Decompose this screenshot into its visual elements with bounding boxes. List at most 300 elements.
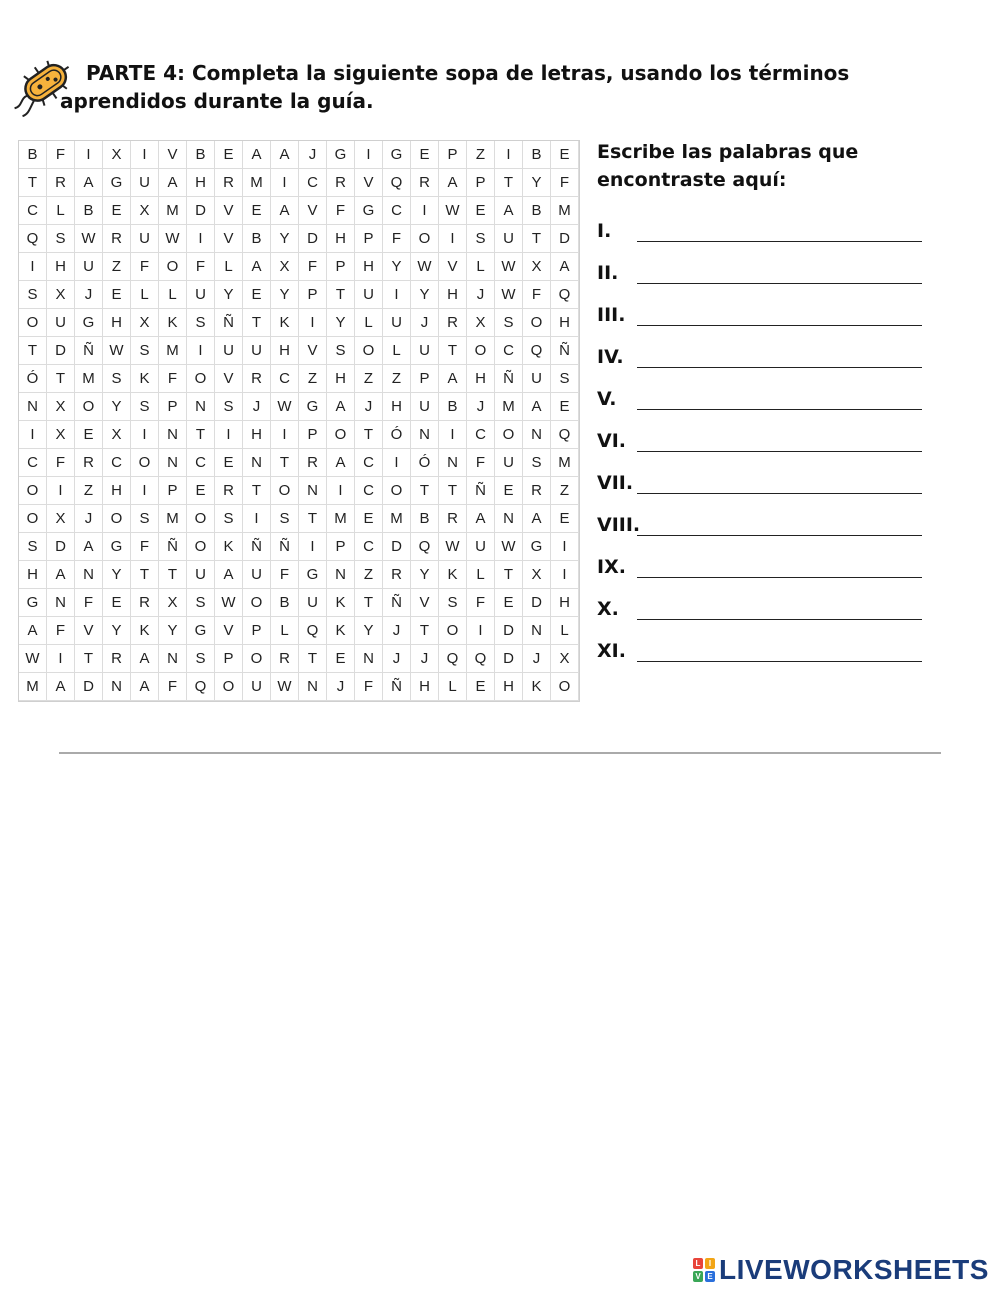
grid-cell: Ñ bbox=[159, 533, 187, 561]
grid-cell: O bbox=[103, 505, 131, 533]
grid-cell: Y bbox=[523, 169, 551, 197]
grid-cell: T bbox=[131, 561, 159, 589]
grid-cell: K bbox=[159, 309, 187, 337]
answer-blank-line[interactable] bbox=[637, 241, 922, 242]
grid-cell: I bbox=[215, 421, 243, 449]
grid-cell: H bbox=[19, 561, 47, 589]
grid-cell: X bbox=[523, 561, 551, 589]
grid-cell: R bbox=[215, 477, 243, 505]
grid-cell: Z bbox=[355, 365, 383, 393]
grid-cell: O bbox=[383, 477, 411, 505]
grid-cell: H bbox=[551, 589, 579, 617]
grid-cell: E bbox=[411, 141, 439, 169]
grid-cell: B bbox=[439, 393, 467, 421]
grid-cell: Ñ bbox=[243, 533, 271, 561]
grid-cell: N bbox=[159, 421, 187, 449]
grid-cell: E bbox=[495, 589, 523, 617]
grid-cell: W bbox=[495, 533, 523, 561]
grid-cell: U bbox=[47, 309, 75, 337]
grid-cell: C bbox=[299, 169, 327, 197]
grid-cell: F bbox=[187, 253, 215, 281]
grid-cell: Z bbox=[75, 477, 103, 505]
grid-cell: C bbox=[495, 337, 523, 365]
grid-cell: O bbox=[187, 365, 215, 393]
grid-cell: S bbox=[495, 309, 523, 337]
grid-cell: J bbox=[411, 309, 439, 337]
grid-cell: S bbox=[271, 505, 299, 533]
grid-cell: I bbox=[271, 421, 299, 449]
grid-cell: T bbox=[411, 617, 439, 645]
grid-cell: W bbox=[271, 673, 299, 701]
grid-cell: V bbox=[215, 365, 243, 393]
answer-blank-line[interactable] bbox=[637, 451, 922, 452]
grid-cell: O bbox=[439, 617, 467, 645]
grid-cell: P bbox=[327, 253, 355, 281]
divider-line bbox=[59, 752, 941, 754]
grid-cell: U bbox=[215, 337, 243, 365]
grid-cell: J bbox=[75, 281, 103, 309]
answer-row bbox=[597, 342, 927, 372]
grid-cell: D bbox=[299, 225, 327, 253]
grid-cell: S bbox=[187, 589, 215, 617]
grid-cell: R bbox=[103, 225, 131, 253]
grid-cell: O bbox=[159, 253, 187, 281]
grid-cell: Z bbox=[299, 365, 327, 393]
liveworksheets-logo bbox=[693, 1256, 989, 1284]
grid-cell: O bbox=[271, 477, 299, 505]
grid-cell: G bbox=[383, 141, 411, 169]
grid-cell: T bbox=[19, 169, 47, 197]
grid-cell: O bbox=[187, 505, 215, 533]
grid-cell: I bbox=[187, 337, 215, 365]
grid-cell: O bbox=[131, 449, 159, 477]
grid-cell: T bbox=[523, 225, 551, 253]
grid-cell: U bbox=[243, 337, 271, 365]
grid-cell: Ó bbox=[383, 421, 411, 449]
grid-cell: S bbox=[215, 505, 243, 533]
answer-blank-line[interactable] bbox=[637, 661, 922, 662]
grid-cell: O bbox=[215, 673, 243, 701]
answer-row bbox=[597, 510, 927, 540]
grid-cell: W bbox=[159, 225, 187, 253]
grid-cell: B bbox=[243, 225, 271, 253]
grid-cell: M bbox=[19, 673, 47, 701]
grid-cell: Q bbox=[187, 673, 215, 701]
grid-cell: B bbox=[187, 141, 215, 169]
grid-cell: S bbox=[523, 449, 551, 477]
grid-cell: F bbox=[47, 617, 75, 645]
grid-cell: Ñ bbox=[467, 477, 495, 505]
grid-cell: B bbox=[271, 589, 299, 617]
grid-cell: O bbox=[243, 589, 271, 617]
grid-cell: J bbox=[355, 393, 383, 421]
grid-cell: F bbox=[467, 589, 495, 617]
grid-cell: I bbox=[131, 477, 159, 505]
grid-cell: G bbox=[355, 197, 383, 225]
grid-cell: E bbox=[215, 449, 243, 477]
grid-cell: C bbox=[355, 533, 383, 561]
grid-cell: F bbox=[299, 253, 327, 281]
grid-cell: Q bbox=[467, 645, 495, 673]
grid-cell: W bbox=[19, 645, 47, 673]
grid-cell: A bbox=[47, 673, 75, 701]
grid-cell: O bbox=[551, 673, 579, 701]
grid-cell: N bbox=[523, 617, 551, 645]
grid-cell: K bbox=[327, 589, 355, 617]
grid-cell: N bbox=[187, 393, 215, 421]
grid-cell: M bbox=[159, 337, 187, 365]
grid-cell: A bbox=[215, 561, 243, 589]
grid-cell: X bbox=[271, 253, 299, 281]
grid-cell: A bbox=[75, 169, 103, 197]
grid-cell: J bbox=[75, 505, 103, 533]
answer-blank-line[interactable] bbox=[637, 619, 922, 620]
grid-cell: N bbox=[103, 673, 131, 701]
grid-cell: Z bbox=[467, 141, 495, 169]
grid-cell: R bbox=[523, 477, 551, 505]
grid-cell: Y bbox=[215, 281, 243, 309]
grid-cell: E bbox=[243, 281, 271, 309]
grid-cell: D bbox=[47, 337, 75, 365]
grid-cell: H bbox=[355, 253, 383, 281]
grid-cell: P bbox=[215, 645, 243, 673]
grid-cell: E bbox=[355, 505, 383, 533]
grid-cell: F bbox=[75, 589, 103, 617]
grid-cell: I bbox=[299, 533, 327, 561]
grid-cell: V bbox=[355, 169, 383, 197]
grid-cell: R bbox=[131, 589, 159, 617]
grid-cell: A bbox=[271, 197, 299, 225]
logo-icon-tile: L bbox=[693, 1258, 703, 1269]
grid-cell: A bbox=[243, 141, 271, 169]
grid-cell: S bbox=[187, 309, 215, 337]
grid-cell: K bbox=[439, 561, 467, 589]
grid-cell: Q bbox=[551, 281, 579, 309]
answer-blank-line[interactable] bbox=[637, 409, 922, 410]
grid-cell: T bbox=[439, 337, 467, 365]
grid-cell: T bbox=[299, 505, 327, 533]
grid-cell: T bbox=[271, 449, 299, 477]
grid-cell: T bbox=[355, 421, 383, 449]
logo-icon-tile: E bbox=[705, 1271, 715, 1282]
grid-cell: A bbox=[439, 169, 467, 197]
answer-blank-line[interactable] bbox=[637, 493, 922, 494]
grid-cell: F bbox=[159, 365, 187, 393]
grid-cell: X bbox=[47, 505, 75, 533]
grid-cell: C bbox=[271, 365, 299, 393]
grid-cell: M bbox=[327, 505, 355, 533]
grid-cell: K bbox=[131, 617, 159, 645]
grid-cell: Y bbox=[103, 617, 131, 645]
grid-cell: Y bbox=[411, 281, 439, 309]
grid-cell: H bbox=[103, 309, 131, 337]
grid-cell: Ñ bbox=[75, 337, 103, 365]
grid-cell: I bbox=[551, 561, 579, 589]
grid-cell: Ñ bbox=[551, 337, 579, 365]
grid-cell: Y bbox=[327, 309, 355, 337]
grid-cell: N bbox=[47, 589, 75, 617]
grid-cell: J bbox=[523, 645, 551, 673]
grid-cell: Ñ bbox=[383, 589, 411, 617]
grid-cell: E bbox=[75, 421, 103, 449]
grid-cell: I bbox=[411, 197, 439, 225]
grid-cell: H bbox=[467, 365, 495, 393]
grid-cell: S bbox=[187, 645, 215, 673]
grid-cell: V bbox=[215, 225, 243, 253]
grid-cell: N bbox=[327, 561, 355, 589]
grid-cell: T bbox=[243, 477, 271, 505]
grid-cell: J bbox=[383, 617, 411, 645]
grid-cell: L bbox=[159, 281, 187, 309]
grid-cell: F bbox=[467, 449, 495, 477]
grid-cell: T bbox=[495, 169, 523, 197]
answer-blank-line[interactable] bbox=[637, 283, 922, 284]
grid-cell: A bbox=[75, 533, 103, 561]
grid-cell: H bbox=[495, 673, 523, 701]
grid-cell: U bbox=[243, 561, 271, 589]
grid-cell: P bbox=[467, 169, 495, 197]
grid-cell: U bbox=[75, 253, 103, 281]
grid-cell: R bbox=[439, 309, 467, 337]
grid-cell: N bbox=[495, 505, 523, 533]
grid-cell: D bbox=[47, 533, 75, 561]
grid-cell: U bbox=[187, 281, 215, 309]
grid-cell: I bbox=[19, 421, 47, 449]
grid-cell: I bbox=[19, 253, 47, 281]
grid-cell: Q bbox=[439, 645, 467, 673]
grid-cell: U bbox=[411, 337, 439, 365]
grid-cell: R bbox=[243, 365, 271, 393]
grid-cell: M bbox=[159, 505, 187, 533]
grid-cell: I bbox=[383, 281, 411, 309]
grid-cell: W bbox=[215, 589, 243, 617]
grid-cell: I bbox=[467, 617, 495, 645]
grid-cell: W bbox=[439, 533, 467, 561]
grid-cell: N bbox=[355, 645, 383, 673]
grid-cell: H bbox=[103, 477, 131, 505]
grid-cell: Ñ bbox=[215, 309, 243, 337]
answer-blank-line[interactable] bbox=[637, 367, 922, 368]
grid-cell: P bbox=[243, 617, 271, 645]
grid-cell: C bbox=[187, 449, 215, 477]
answer-panel bbox=[597, 138, 927, 662]
grid-cell: P bbox=[159, 477, 187, 505]
header bbox=[6, 50, 886, 120]
answer-blank-line[interactable] bbox=[637, 535, 922, 536]
grid-cell: H bbox=[327, 225, 355, 253]
grid-cell: S bbox=[131, 505, 159, 533]
grid-cell: K bbox=[327, 617, 355, 645]
grid-cell: F bbox=[131, 533, 159, 561]
grid-cell: M bbox=[75, 365, 103, 393]
grid-cell: A bbox=[439, 365, 467, 393]
grid-cell: T bbox=[439, 477, 467, 505]
grid-cell: S bbox=[439, 589, 467, 617]
page-title bbox=[60, 59, 860, 115]
grid-cell: I bbox=[131, 421, 159, 449]
grid-cell: G bbox=[75, 309, 103, 337]
grid-cell: F bbox=[383, 225, 411, 253]
grid-cell: L bbox=[215, 253, 243, 281]
grid-cell: Ñ bbox=[271, 533, 299, 561]
grid-cell: O bbox=[187, 533, 215, 561]
grid-cell: L bbox=[551, 617, 579, 645]
grid-cell: L bbox=[271, 617, 299, 645]
answer-label: VII. bbox=[597, 472, 634, 494]
answer-row bbox=[597, 216, 927, 246]
grid-cell: G bbox=[299, 393, 327, 421]
grid-cell: B bbox=[523, 141, 551, 169]
answer-row bbox=[597, 384, 927, 414]
answer-instruction: Escribe las palabras que encontraste aquí: bbox=[597, 141, 859, 191]
grid-cell: T bbox=[327, 281, 355, 309]
answer-label: X. bbox=[597, 598, 619, 620]
grid-cell: E bbox=[467, 673, 495, 701]
grid-cell: T bbox=[355, 589, 383, 617]
answer-label: VI. bbox=[597, 430, 626, 452]
grid-cell: Q bbox=[551, 421, 579, 449]
grid-cell: G bbox=[103, 533, 131, 561]
grid-cell: P bbox=[355, 225, 383, 253]
answer-label: II. bbox=[597, 262, 619, 284]
grid-cell: I bbox=[439, 421, 467, 449]
grid-cell: V bbox=[439, 253, 467, 281]
grid-cell: R bbox=[383, 561, 411, 589]
grid-cell: Q bbox=[411, 533, 439, 561]
grid-cell: E bbox=[103, 197, 131, 225]
grid-cell: C bbox=[355, 449, 383, 477]
grid-cell: E bbox=[103, 281, 131, 309]
grid-cell: P bbox=[299, 421, 327, 449]
grid-cell: F bbox=[47, 449, 75, 477]
grid-cell: L bbox=[467, 561, 495, 589]
grid-cell: I bbox=[47, 477, 75, 505]
grid-cell: R bbox=[215, 169, 243, 197]
grid-cell: A bbox=[523, 505, 551, 533]
grid-cell: I bbox=[131, 141, 159, 169]
grid-cell: T bbox=[187, 421, 215, 449]
grid-cell: J bbox=[243, 393, 271, 421]
grid-cell: I bbox=[383, 449, 411, 477]
grid-cell: B bbox=[411, 505, 439, 533]
grid-cell: L bbox=[131, 281, 159, 309]
grid-cell: A bbox=[243, 253, 271, 281]
grid-cell: Y bbox=[411, 561, 439, 589]
grid-cell: Z bbox=[103, 253, 131, 281]
grid-cell: W bbox=[495, 253, 523, 281]
grid-cell: P bbox=[439, 141, 467, 169]
grid-cell: A bbox=[523, 393, 551, 421]
grid-cell: C bbox=[19, 197, 47, 225]
answer-blank-line[interactable] bbox=[637, 325, 922, 326]
grid-cell: G bbox=[327, 141, 355, 169]
grid-cell: Y bbox=[271, 281, 299, 309]
grid-cell: J bbox=[411, 645, 439, 673]
grid-cell: Y bbox=[355, 617, 383, 645]
grid-cell: G bbox=[19, 589, 47, 617]
grid-cell: U bbox=[523, 365, 551, 393]
grid-cell: K bbox=[523, 673, 551, 701]
grid-cell: H bbox=[551, 309, 579, 337]
grid-cell: O bbox=[523, 309, 551, 337]
grid-cell: I bbox=[187, 225, 215, 253]
answer-blank-line[interactable] bbox=[637, 577, 922, 578]
answer-label: IV. bbox=[597, 346, 624, 368]
grid-cell: H bbox=[383, 393, 411, 421]
grid-cell: U bbox=[299, 589, 327, 617]
grid-cell: T bbox=[19, 337, 47, 365]
grid-cell: O bbox=[411, 225, 439, 253]
grid-cell: R bbox=[271, 645, 299, 673]
grid-cell: Ó bbox=[19, 365, 47, 393]
grid-cell: E bbox=[551, 141, 579, 169]
grid-cell: D bbox=[495, 617, 523, 645]
grid-cell: H bbox=[327, 365, 355, 393]
grid-cell: Q bbox=[19, 225, 47, 253]
grid-cell: K bbox=[271, 309, 299, 337]
grid-cell: N bbox=[523, 421, 551, 449]
word-search-grid bbox=[18, 140, 580, 702]
grid-cell: J bbox=[299, 141, 327, 169]
grid-cell: I bbox=[355, 141, 383, 169]
grid-cell: E bbox=[551, 505, 579, 533]
grid-cell: E bbox=[215, 141, 243, 169]
grid-cell: A bbox=[131, 645, 159, 673]
grid-cell: S bbox=[467, 225, 495, 253]
grid-cell: S bbox=[215, 393, 243, 421]
answer-row bbox=[597, 258, 927, 288]
grid-cell: S bbox=[19, 281, 47, 309]
grid-cell: L bbox=[439, 673, 467, 701]
grid-cell: V bbox=[159, 141, 187, 169]
grid-cell: D bbox=[75, 673, 103, 701]
grid-cell: N bbox=[439, 449, 467, 477]
grid-cell: D bbox=[523, 589, 551, 617]
grid-cell: L bbox=[355, 309, 383, 337]
grid-cell: O bbox=[19, 309, 47, 337]
answer-row bbox=[597, 636, 927, 666]
grid-cell: Y bbox=[103, 561, 131, 589]
grid-cell: M bbox=[551, 197, 579, 225]
grid-cell: U bbox=[467, 533, 495, 561]
grid-cell: A bbox=[495, 197, 523, 225]
grid-cell: F bbox=[355, 673, 383, 701]
grid-cell: U bbox=[243, 673, 271, 701]
answer-row bbox=[597, 468, 927, 498]
grid-cell: A bbox=[131, 673, 159, 701]
grid-cell: T bbox=[495, 561, 523, 589]
grid-cell: T bbox=[299, 645, 327, 673]
grid-cell: S bbox=[131, 337, 159, 365]
grid-cell: X bbox=[103, 421, 131, 449]
grid-cell: J bbox=[327, 673, 355, 701]
grid-cell: A bbox=[47, 561, 75, 589]
grid-cell: N bbox=[159, 645, 187, 673]
grid-cell: A bbox=[327, 393, 355, 421]
grid-cell: W bbox=[411, 253, 439, 281]
grid-cell: E bbox=[243, 197, 271, 225]
grid-cell: M bbox=[551, 449, 579, 477]
grid-cell: X bbox=[47, 393, 75, 421]
grid-cell: S bbox=[47, 225, 75, 253]
grid-cell: N bbox=[411, 421, 439, 449]
grid-cell: O bbox=[355, 337, 383, 365]
grid-cell: K bbox=[215, 533, 243, 561]
grid-cell: C bbox=[19, 449, 47, 477]
grid-cell: G bbox=[299, 561, 327, 589]
grid-cell: W bbox=[103, 337, 131, 365]
grid-cell: G bbox=[523, 533, 551, 561]
